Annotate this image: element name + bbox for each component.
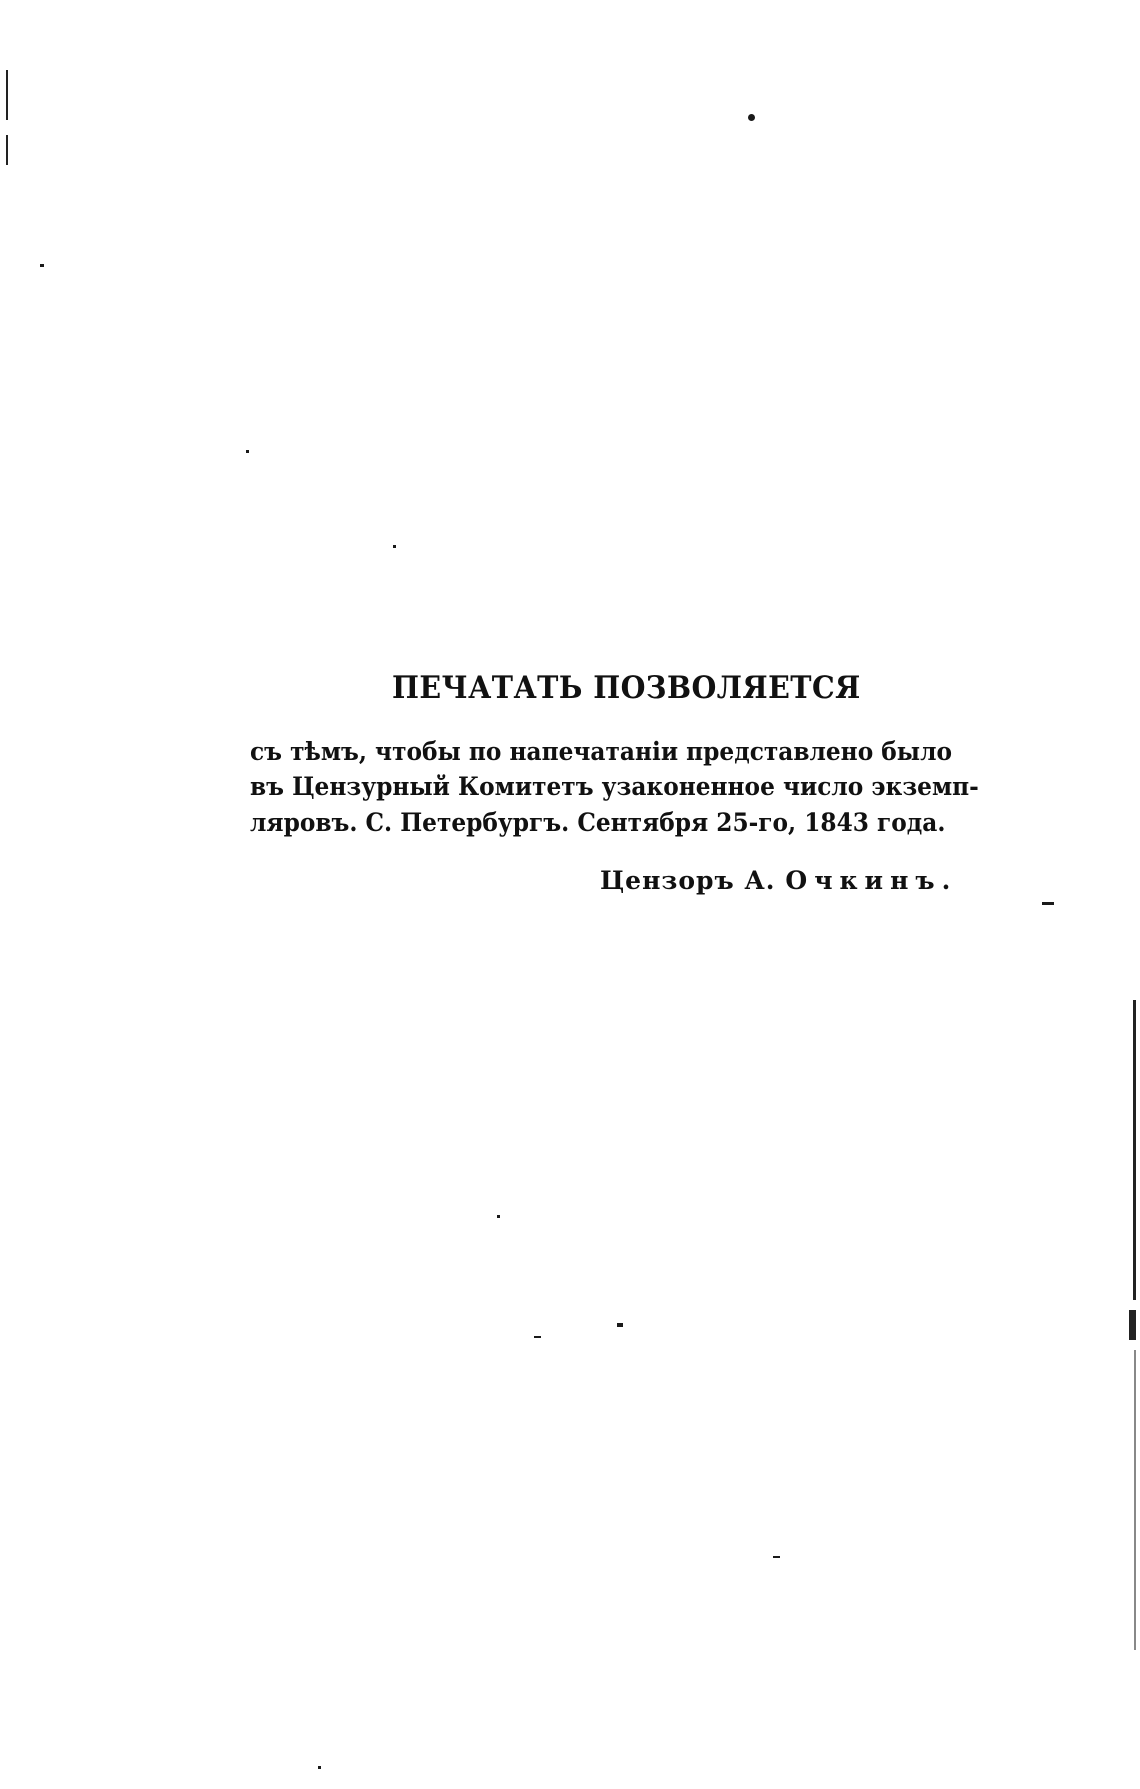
scan-speck: [617, 1323, 623, 1327]
scan-speck: [773, 1556, 780, 1558]
scan-speck: [40, 264, 44, 267]
scan-speck: [497, 1215, 500, 1218]
scan-speck: [534, 1336, 541, 1338]
left-edge-line: [6, 70, 8, 120]
right-edge-line: [1129, 1310, 1136, 1340]
scan-speck: [246, 450, 249, 453]
permit-text-line: съ тѣмъ, чтобы по напечатаніи представлено было: [250, 737, 953, 766]
censor-title: Цензоръ А.: [600, 866, 776, 895]
permit-heading: ПЕЧАТАТЬ ПОЗВОЛЯЕТСЯ: [392, 670, 861, 706]
scan-speck: [748, 114, 755, 121]
scan-speck: [393, 545, 396, 548]
left-edge-line: [6, 135, 8, 165]
censor-name: Очкинъ.: [785, 866, 958, 895]
scan-speck: [1042, 902, 1054, 905]
censor-signature: [600, 866, 957, 895]
right-edge-line: [1134, 1350, 1136, 1650]
permit-text-line: въ Цензурный Комитетъ узаконенное число экземп-: [250, 772, 979, 801]
right-edge-line: [1133, 1000, 1136, 1300]
permit-text-line: ляровъ. С. Петербургъ. Сентября 25-го, 1843 года.: [250, 808, 946, 837]
scan-speck: [318, 1766, 321, 1769]
